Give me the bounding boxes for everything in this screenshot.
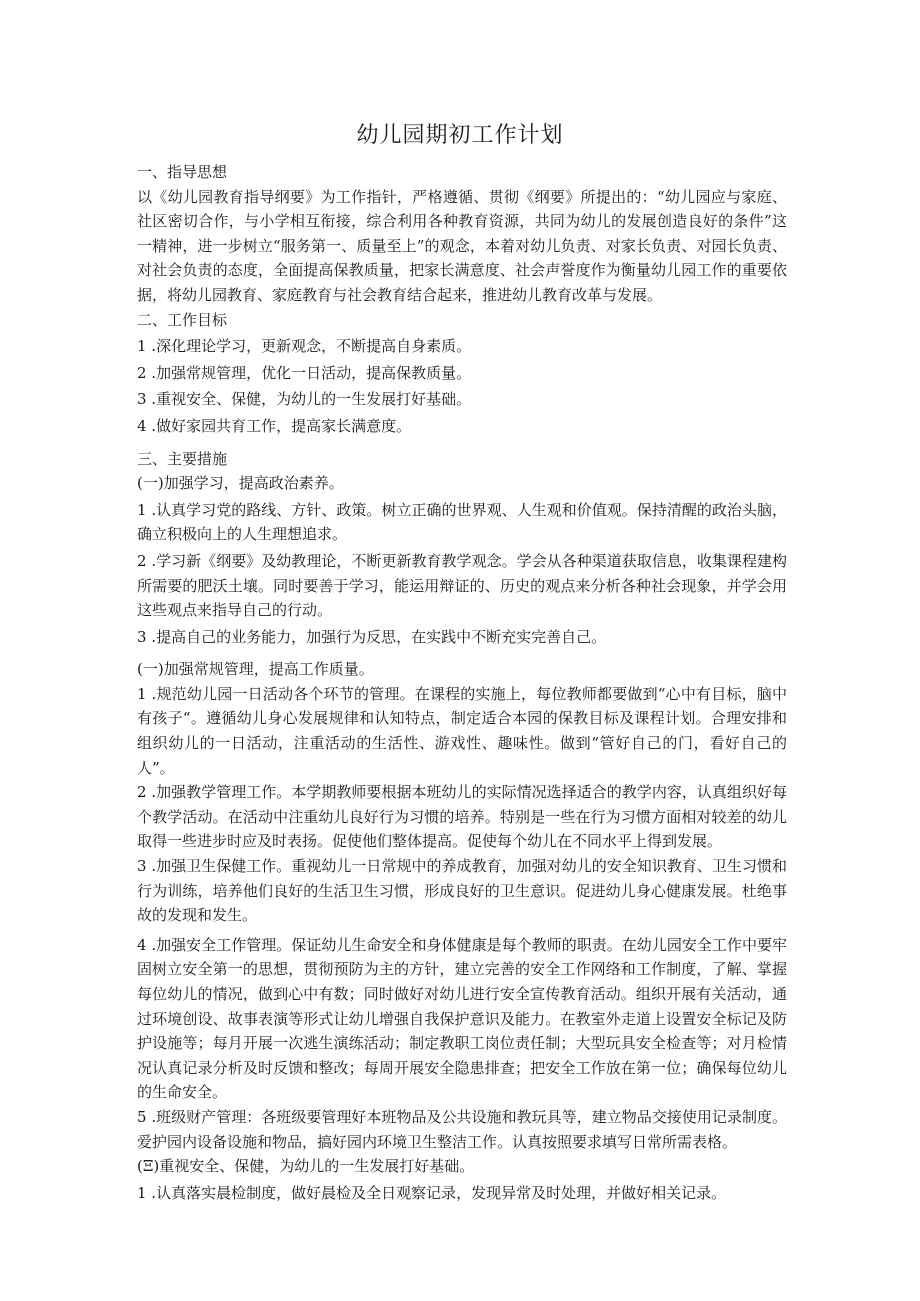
- subsection-heading-study: (一)加强学习，提高政治素养。: [137, 474, 344, 493]
- routine-item-3: 3 .加强卫生保健工作。重视幼儿一日常规中的养成教育，加强对幼儿的安全知识教育、卫生习惯和行为训练，培养他们良好的生活卫生习惯，形成良好的卫生意识。促进幼儿身心健康发展。杜绝事故的发现和发生。: [137, 857, 787, 925]
- routine-item-5: 5 .班级财产管理：各班级要管理好本班物品及公共设施和教玩具等，建立物品交接使用记录制度。爱护园内设备设施和物品，搞好园内环境卫生整洁工作。认真按照要求填写日常所需表格。: [137, 1107, 787, 1151]
- routine-item-2: 2 .加强教学管理工作。本学期教师要根据本班幼儿的实际情况选择适合的教学内容，认真组织好每个教学活动。在活动中注重幼儿良好行为习惯的培养。特别是一些在行为习惯方面相对较差的幼儿取得一些进步时应及时表扬。促使他们整体提高。促使每个幼儿在不同水平上得到发展。: [137, 783, 787, 851]
- section-heading-main-measures: 三、主要措施: [137, 449, 228, 468]
- study-item-2: 2 .学习新《纲要》及幼教理论，不断更新教育教学观念。学会从各种渠道获取信息，收集课程建构所需要的肥沃土壤。同时要善于学习，能运用辩证的、历史的观点来分析各种社会现象，并学会用这些观点来指导自己的行动。: [137, 551, 787, 620]
- study-item-3: 3 .提高自己的业务能力，加强行为反思，在实践中不断充实完善自己。: [137, 627, 607, 646]
- subsection-heading-safety-health: (Ξ)重视安全、保健，为幼儿的一生发展打好基础。: [137, 1157, 475, 1176]
- study-item-1: 1 .认真学习党的路线、方针、政策。树立正确的世界观、人生观和价值观。保持清醒的政治头脑，确立积极向上的人生理想追求。: [137, 500, 787, 544]
- section-heading-guiding-ideology: 一、指导思想: [137, 163, 228, 181]
- paragraph-guiding-ideology: 以《幼儿园教育指导纲要》为工作指针，严格遵循、贯彻《纲要》所提出的：“幼儿园应与家庭、社区密切合作，与小学相互衔接，综合利用各种教育资源，共同为幼儿的发展创造良好的条件”这一精神，进一步树立“服务第一、质量至上”的观念，本着对幼儿负责、对家长负责、对园长负责、对社会负责的态度，全面提高保教质量，把家长满意度、社会声誉度作为衡量幼儿园工作的重要依据，将幼儿园教育、家庭教育与社会教育结合起来，推进幼儿教育改革与发展。: [137, 187, 787, 304]
- subsection-heading-routine-management: (一)加强常规管理，提高工作质量。: [137, 660, 374, 679]
- document-title: 幼儿园期初工作计划: [356, 123, 564, 148]
- document-body: [137, 160, 787, 1205]
- goal-item-1: 1 .深化理论学习，更新观念，不断提高自身素质。: [137, 337, 472, 356]
- goal-item-2: 2 .加强常规管理，优化一日活动，提高保教质量。: [137, 363, 472, 382]
- safety-item-1: 1 .认真落实晨检制度，做好晨检及全日观察记录，发现异常及时处理，并做好相关记录。: [137, 1183, 727, 1202]
- routine-item-1: 1 .规范幼儿园一日活动各个环节的管理。在课程的实施上，每位教师都要做到“心中有目标，脑中有孩子“。遵循幼儿身心发展规律和认知特点，制定适合本园的保教目标及课程计划。合理安排和组织幼儿的一日活动，注重活动的生活性、游戏性、趣味性。做到“管好自己的门，看好自己的人”。: [137, 684, 787, 777]
- goal-item-3: 3 .重视安全、保健，为幼儿的一生发展打好基础。: [137, 390, 472, 409]
- goal-item-4: 4 .做好家园共育工作，提高家长满意度。: [137, 416, 412, 435]
- section-heading-work-goals: 二、工作目标: [137, 310, 228, 329]
- routine-item-4: 4 .加强安全工作管理。保证幼儿生命安全和身体健康是每个教师的职责。在幼儿园安全工作中要牢固树立安全第一的思想，贯彻预防为主的方针，建立完善的安全工作网络和工作制度，了解、掌握每位幼儿的情况，做到心中有数；同时做好对幼儿进行安全宣传教育活动。组织开展有关活动，通过环境创设、故事表演等形式让幼儿增强自我保护意识及能力。在教室外走道上设置安全标记及防护设施等；每月开展一次逃生演练活动；制定教职工岗位责任制；大型玩具安全检查等；对月检情况认真记录分析及时反馈和整改；每周开展安全隐患排查；把安全工作放在第一位；确保每位幼儿的生命安全。: [137, 935, 787, 1102]
